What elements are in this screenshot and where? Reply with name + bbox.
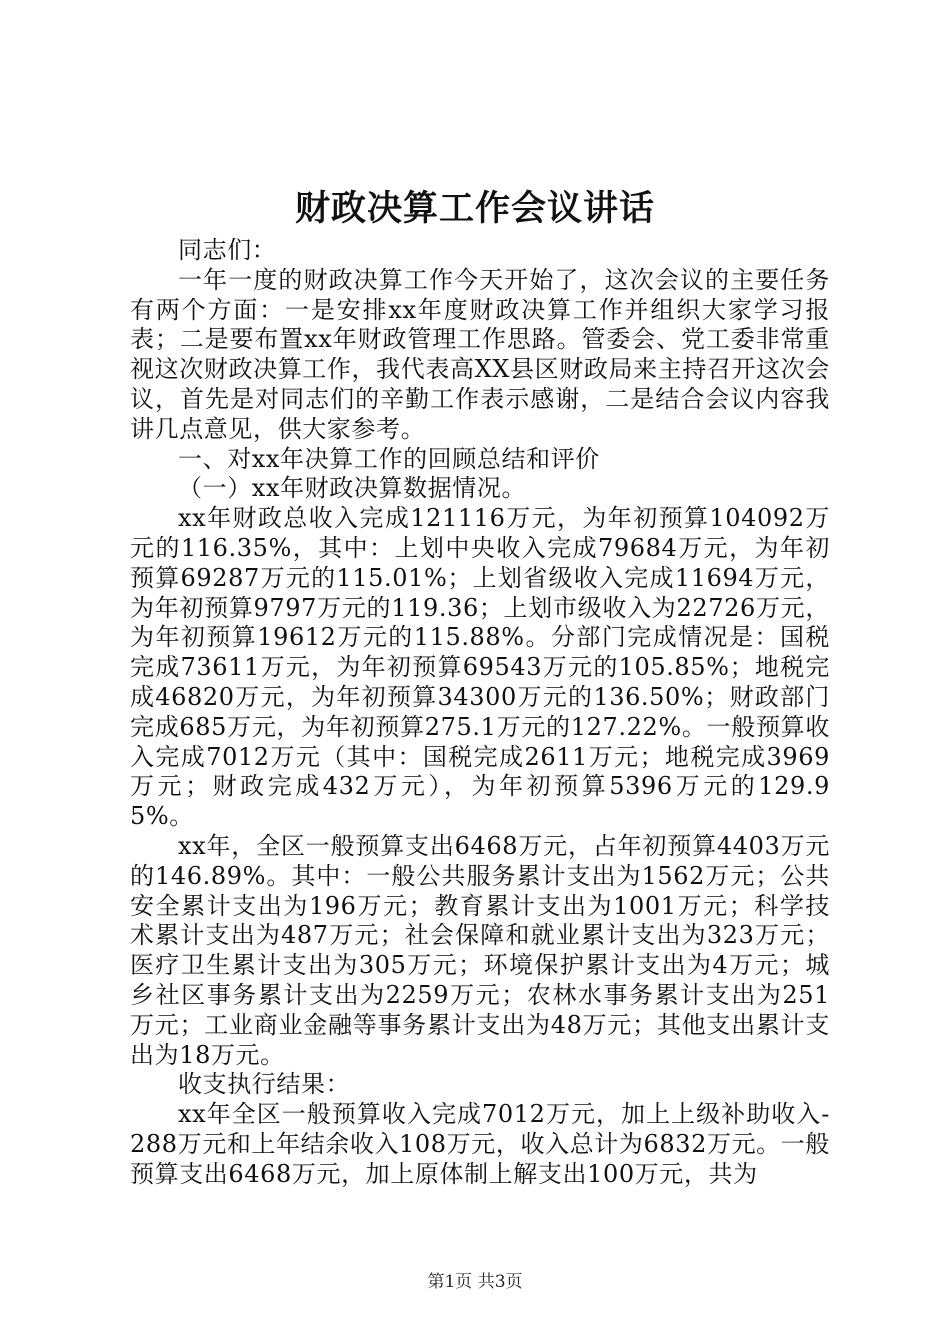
document-title: 财政决算工作会议讲话: [294, 188, 655, 229]
results-heading: 收支执行结果：: [178, 1070, 351, 1099]
revenue-paragraph: xx年财政总收入完成121116万元，为年初预算104092万元的116.35%，其中：上划中央收入完成79684万元，为年初预算69287万元的115.01%；上划省级收入完成11694万元，为年初预算9797万元的119.36；上划市级收入为22726万元，为年初预算19612万元的115.88%。分部门完成情况是：国税完成73611万元，为年初预算69543万元的105.85%；地税完成46820万元，为年初预算34300万元的136.50%；财政部门完成685万元，为年初预算275.1万元的127.22%。一般预算收入完成7012万元（其中：国税完成2611万元；地税完成3969万元；财政完成432万元），为年初预算5396万元的129.95%。: [130, 504, 830, 831]
page-footer: 第1页 共3页: [427, 1272, 523, 1292]
document-body: [130, 236, 830, 1190]
greeting-paragraph: 同志们：: [178, 236, 277, 264]
subsection-heading: （一）xx年财政决算数据情况。: [178, 474, 527, 503]
section-heading: 一、对xx年决算工作的回顾总结和评价: [178, 444, 600, 473]
expenditure-paragraph: xx年，全区一般预算支出6468万元，占年初预算4403万元的146.89%。其中：一般公共服务累计支出为1562万元；公共安全累计支出为196万元；教育累计支出为1001万元；科学技术累计支出为487万元；社会保障和就业累计支出为323万元；医疗卫生累计支出为305万元；环境保护累计支出为4万元；城乡社区事务累计支出为2259万元；农林水事务累计支出为251万元；工业商业金融等事务累计支出为48万元；其他支出累计支出为18万元。: [130, 831, 830, 1069]
results-paragraph: xx年全区一般预算收入完成7012万元，加上上级补助收入-288万元和上年结余收入108万元，收入总计为6832万元。一般预算支出6468万元，加上原体制上解支出100万元，共为: [130, 1100, 830, 1188]
intro-paragraph: 一年一度的财政决算工作今天开始了，这次会议的主要任务有两个方面：一是安排xx年度财政决算工作并组织大家学习报表；二是要布置xx年财政管理工作思路。管委会、党工委非常重视这次财政决算工作，我代表高XX县区财政局来主持召开这次会议，首先是对同志们的辛勤工作表示感谢，二是结合会议内容我讲几点意见，供大家参考。: [130, 265, 830, 443]
